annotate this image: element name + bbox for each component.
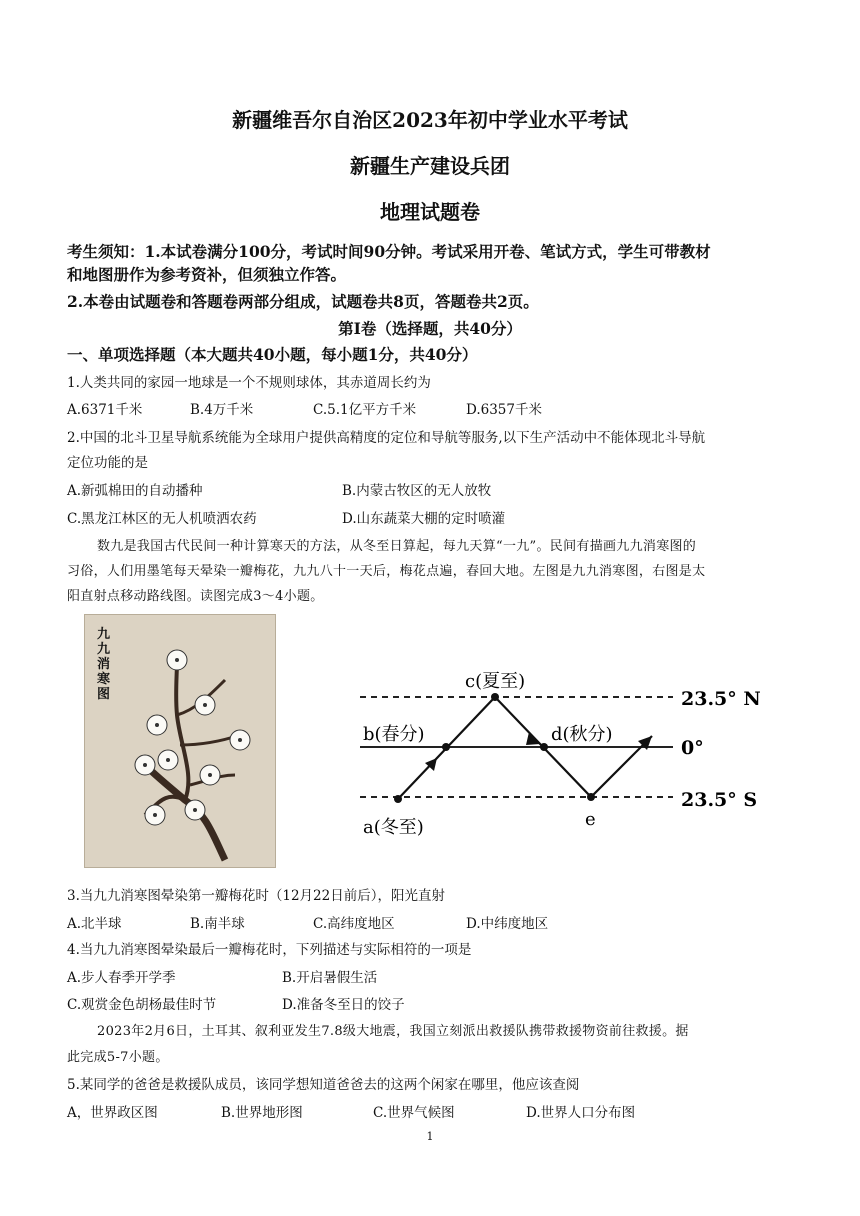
- question-2-option-b: B.内蒙古牧区的无人放牧: [342, 483, 492, 499]
- question-4-stem: 4.当九九消寒图晕染最后一瓣梅花时，下列描述与实际相符的一项是: [67, 942, 472, 958]
- label-a: a(冬至): [363, 817, 424, 838]
- page-number: 1: [426, 1130, 434, 1143]
- question-5-option-b: B.世界地形图: [221, 1105, 303, 1121]
- point-c: [491, 693, 499, 701]
- section-heading: 一、单项选择题（本大题共40小题，每小题1分，共40分）: [67, 345, 478, 364]
- passage-2-line-2: 此完成5-7小题。: [67, 1050, 169, 1065]
- point-e: [587, 793, 595, 801]
- label-e: e: [585, 809, 596, 830]
- question-4-option-d: D.准备冬至日的饺子: [282, 997, 405, 1013]
- notice-line-1: 考生须知：1.本试卷满分100分，考试时间90分钟。考试采用开卷、笔试方式，学生可带教材: [67, 242, 711, 261]
- path-arrowhead: [526, 732, 540, 745]
- label-d: d(秋分): [551, 724, 613, 745]
- subject-title: 地理试题卷: [380, 200, 480, 224]
- point-d: [540, 743, 548, 751]
- sun-path-diagram: [355, 650, 795, 840]
- lat-label-south: 23.5° S: [681, 789, 758, 811]
- passage-1-line-2: 习俗，人们用墨笔每天晕染一瓣梅花，九九八十一天后，梅花点遍，春回大地。左图是九九消寒图，右图是太: [67, 564, 706, 579]
- question-3-option-a: A.北半球: [67, 916, 122, 932]
- label-c: c(夏至): [465, 671, 526, 692]
- part-heading: 第Ⅰ卷（选择题，共40分）: [338, 319, 522, 338]
- point-b: [442, 743, 450, 751]
- question-3-option-d: D.中纬度地区: [466, 916, 549, 932]
- label-b: b(春分): [363, 724, 425, 745]
- plum-blossom-figure: [84, 614, 276, 868]
- question-5-option-a: A，世界政区图: [67, 1105, 158, 1121]
- passage-1-line-1: 数九是我国古代民间一种计算寒天的方法，从冬至日算起，每九天算“一九”。民间有描画九九消寒图的: [97, 539, 697, 554]
- question-1-option-c: C.5.1亿平方千米: [313, 402, 417, 418]
- notice-line-3: 2.本卷由试题卷和答题卷两部分组成，试题卷共8页，答题卷共2页。: [67, 292, 539, 311]
- question-3-option-c: C.高纬度地区: [313, 916, 395, 932]
- question-4-option-b: B.开启暑假生活: [282, 970, 378, 986]
- lat-label-north: 23.5° N: [681, 688, 761, 710]
- question-2-stem: 2.中国的北斗卫星导航系统能为全球用户提供高精度的定位和导航等服务,以下生产活动中不能体现北斗导航: [67, 430, 706, 446]
- passage-1-line-3: 阳直射点移动路线图。读图完成3～4小题。: [67, 589, 324, 604]
- question-1-option-d: D.6357千米: [466, 402, 542, 418]
- question-2-option-a: A.新弧棉田的自动播种: [67, 483, 203, 499]
- exam-subtitle: 新疆生产建设兵团: [350, 154, 510, 178]
- question-2-option-d: D.山东蔬菜大棚的定时喷灌: [342, 511, 506, 527]
- exam-title: 新疆维吾尔自治区2023年初中学业水平考试: [232, 108, 628, 132]
- question-5-option-d: D.世界人口分布图: [526, 1105, 636, 1121]
- question-1-stem: 1.人类共同的家园一地球是一个不规则球体，其赤道周长约为: [67, 375, 431, 391]
- notice-line-2: 和地图册作为参考资补，但须独立作答。: [67, 265, 347, 284]
- question-3-option-b: B.南半球: [190, 916, 245, 932]
- question-2-stem-cont: 定位功能的是: [67, 455, 148, 471]
- figure-label-jiujiu: 九九消寒图: [97, 627, 111, 702]
- lat-label-equator: 0°: [681, 737, 704, 759]
- question-2-option-c: C.黑龙江林区的无人机喷洒农药: [67, 511, 257, 527]
- passage-2-line-1: 2023年2月6日，土耳其、叙利亚发生7.8级大地震，我国立刻派出救援队携带救援物资前往救援。据: [97, 1024, 689, 1039]
- point-a: [394, 795, 402, 803]
- question-5-stem: 5.某同学的爸爸是救援队成员，该同学想知道爸爸去的这两个闲家在哪里，他应该查阅: [67, 1077, 580, 1093]
- question-4-option-c: C.观赏金色胡杨最佳时节: [67, 997, 217, 1013]
- question-4-option-a: A.步人春季开学季: [67, 970, 176, 986]
- question-5-option-c: C.世界气候图: [373, 1105, 455, 1121]
- plum-branch-icon: [85, 615, 275, 867]
- question-3-stem: 3.当九九消寒图晕染第一瓣梅花时（12月22日前后），阳光直射: [67, 888, 445, 904]
- question-1-option-b: B.4万千米: [190, 402, 254, 418]
- question-1-option-a: A.6371千米: [67, 402, 143, 418]
